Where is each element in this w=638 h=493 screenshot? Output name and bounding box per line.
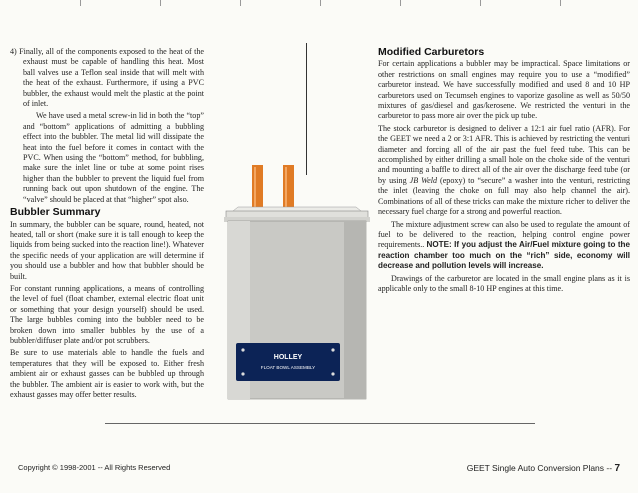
summary-paragraph-2: For constant running applications, a means of controlling the level of fuel (float chamber, external electric float unit or something that your design yourself) should be used. The large bubbles coming into the bubbler need to be broken down into smaller bubbles by the use of a bubbler/diffuser plate and/or pot scrubbers.: [10, 283, 204, 345]
metal-lid-paragraph: We have used a metal screw-in lid in both the “top” and “bottom” applications of admitting a bubbling effect into the bubbler. The metal lid will dissipate the heat into the fuel before it comes in contact with the PVC. When using the “bottom” method, for bubbling, make sure the inlet line or tube at some point rises higher than the bubbler to prevent the liquid fuel from running back out upon shutdown of the engine. The “valve” should be placed at that “higher” spot also.: [23, 111, 204, 204]
bubbler-summary-heading: Bubbler Summary: [10, 206, 101, 219]
item-4-paragraph: 4) Finally, all of the components exposed to the heat of the exhaust must be capable of handling this heat. Most ball valves use a Teflon seal inside that will melt with the heat of the exhaust. Furthermore, if using a PVC bubbler, the exhaust would melt the plastic at the point of inlet.: [10, 47, 204, 109]
left-tube: [252, 165, 263, 211]
holley-label: [236, 343, 340, 381]
label-line-2: FLOAT BOWL ASSEMBLY: [260, 365, 316, 370]
label-line-1: HOLLEY: [273, 354, 303, 361]
summary-paragraph-1: In summary, the bubbler can be square, round, heated, not heated, tall or short (make sure it is tall enough to keep the liquids from being sucked into the reaction line!). Whatever the specific needs of your application are will determine if you should use a bubbler and how that bubbler should be built.: [10, 219, 204, 281]
footer-title: GEET Single Auto Conversion Plans -- 7: [466, 463, 620, 474]
modified-carburetors-heading: Modified Carburetors: [378, 46, 485, 58]
float-bowl-illustration: [216, 165, 374, 410]
note-text: NOTE: If you adjust the Air/Fuel mixture going to the reaction chamber too much on the “rich” side, economy will decrease and pollution levels will increase.: [378, 240, 630, 271]
top-tick-marks: [0, 0, 638, 8]
jb-weld-text: JB Weld: [409, 175, 438, 185]
column-divider: [306, 43, 307, 175]
page-number: 7: [614, 463, 620, 474]
carburetor-paragraph-4: Drawings of the carburetor are located in the small engine plans as it is applicable only to the small 8-10 HP engines at this time.: [378, 273, 630, 293]
copyright-text: Copyright © 1998-2001 -- All Rights Reserved: [18, 463, 171, 472]
summary-paragraph-3: Be sure to use materials able to handle the fuels and temperatures that they will be exposed to. Either fresh ambient air or exhaust gasses can be bubbled up through the bubbler. The ambient air is easier to work with, but the exhaust gasses may offer better results.: [10, 348, 204, 399]
carburetor-paragraph-3: The mixture adjustment screw can also be used to regulate the amount of fuel to be delivered to the reaction, helping control engine power requirements.. NOTE: If you adjust the Air/Fuel mixture going to the reaction chamber too much on the “rich” side, economy will decrease and pollution levels will increase.: [378, 219, 630, 271]
carburetor-paragraph-1: For certain applications a bubbler may be impractical. Space limitations or other restrictions on small engines may require you to use a “modified” carburetor instead. We have successfully modified and used 8 and 10 HP carburetors used on Tecumseh engines to vaporize gasoline as well as 50/50 mixtures of gas/diesel and gas/kerosene. We restricted the venturi in the carburetor to pass more air over the pick up tube.: [378, 59, 630, 121]
right-tube: [283, 165, 294, 211]
footer-rule: [105, 423, 535, 424]
float-bowl-figure: [216, 165, 374, 410]
carburetor-paragraph-2: The stock carburetor is designed to deliver a 12:1 air fuel ratio (AFR). For the GEET we need a 2 or 3:1 AFR. This is achieved by restricting the venturi diameter and forcing all of the air past the fuel feed tube. This can be accomplished by either drilling a small hole on the choke side of the venturi and mounting a baffle to direct all of the air over the discharge feed tube (or by using JB Weld (epoxy) to “secure” a washer into the venturi, restricting the inlet (leaving the choke on full may also help channel the air). Combinations of all of these tricks can make the mixture richer to deliver the necessary fuel charge for a strong and powerful reaction.: [378, 123, 630, 217]
